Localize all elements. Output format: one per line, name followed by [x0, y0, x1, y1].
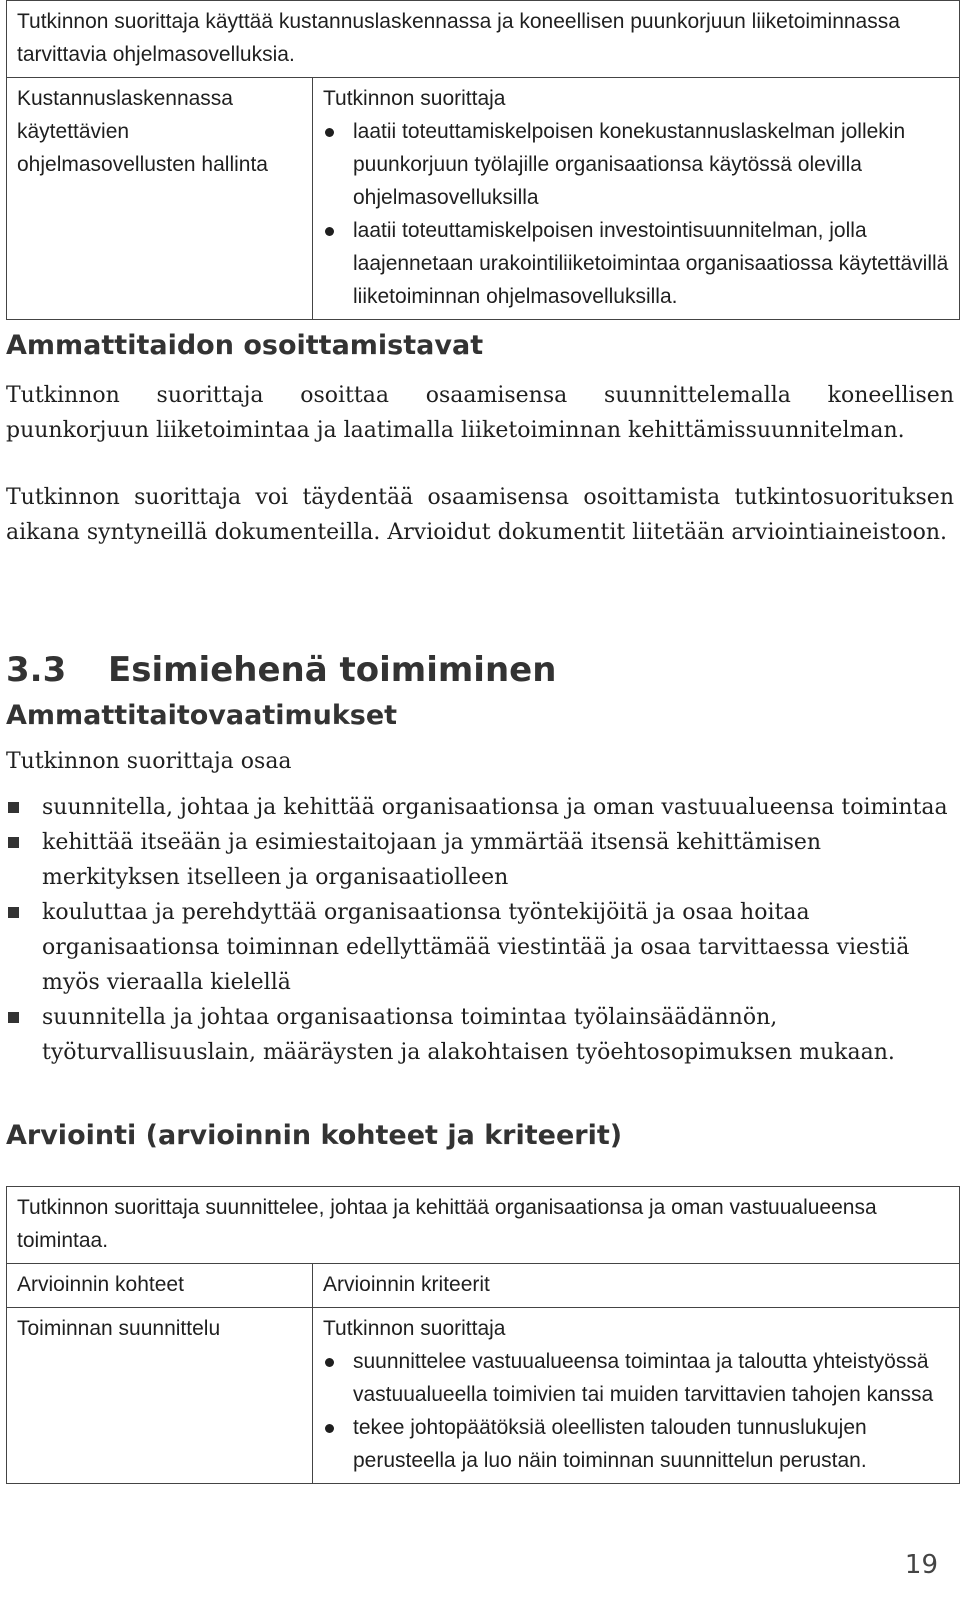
criteria-cell	[313, 1308, 960, 1484]
list-item: suunnitella, johtaa ja kehittää organisaationsa ja oman vastuualueensa toimintaa	[6, 790, 954, 825]
section-name: Esimiehenä toimiminen	[108, 650, 557, 690]
list-item: laatii toteuttamiskelpoisen investointisuunnitelman, jolla laajennetaan urakointiliiketoimintaa organisaatiossa käytettävillä liiketoiminnan ohjelmasovelluksilla.	[323, 214, 949, 313]
page-number: 19	[904, 1550, 938, 1580]
demonstration-paragraph: Tutkinnon suorittaja osoittaa osaamisensa suunnittelemalla koneellisen puunkorjuun liiketoimintaa ja laatimalla liiketoiminnan kehittämissuunnitelman.	[6, 383, 954, 443]
list-item: suunnittelee vastuualueensa toimintaa ja taloutta yhteistyössä vastuualueella toimivien tai muiden tarvittavien tahojen kanssa	[323, 1345, 949, 1411]
evaluation-table	[6, 1186, 960, 1484]
column-header-targets: Arvioinnin kohteet	[7, 1264, 313, 1308]
assessment-target-cell: Kustannuslaskennassa käytettävien ohjelmasovellusten hallinta	[7, 78, 313, 320]
criteria-cell	[313, 78, 960, 320]
competence-table	[6, 0, 960, 320]
criteria-list	[323, 115, 949, 313]
requirements-intro: Tutkinnon suorittaja osaa	[6, 749, 292, 774]
list-item: kehittää itseään ja esimiestaitojaan ja ymmärtää itsensä kehittämisen merkityksen itselleen ja organisaatiolleen	[6, 825, 954, 895]
list-item: tekee johtopäätöksiä oleellisten talouden tunnuslukujen perusteella ja luo näin toiminnan suunnittelun perustan.	[323, 1411, 949, 1477]
table-header-cell: Tutkinnon suorittaja käyttää kustannuslaskennassa ja koneellisen puunkorjuun liiketoiminnassa tarvittavia ohjelmasovelluksia.	[7, 1, 960, 78]
list-item: kouluttaa ja perehdyttää organisaationsa työntekijöitä ja osaa hoitaa organisaationsa toiminnan edellyttämää viestintää ja osaa tarvittaessa viestiä myös vieraalla kielellä	[6, 895, 954, 1000]
column-header-criteria: Arvioinnin kriteerit	[313, 1264, 960, 1308]
demonstration-paragraph: Tutkinnon suorittaja voi täydentää osaamisensa osoittamista tutkintosuorituksen aikana syntyneillä dokumenteilla. Arvioidut dokumentit liitetään arviointiaineistoon.	[6, 485, 954, 545]
requirements-heading: Ammattitaitovaatimukset	[6, 700, 398, 731]
evaluation-heading: Arviointi (arvioinnin kohteet ja kriteerit)	[6, 1120, 623, 1151]
section-title	[6, 650, 556, 690]
requirements-list	[6, 790, 954, 1070]
section-number: 3.3	[6, 650, 67, 690]
assessment-target-cell: Toiminnan suunnittelu	[7, 1308, 313, 1484]
criteria-intro: Tutkinnon suorittaja	[323, 87, 506, 110]
list-item: laatii toteuttamiskelpoisen konekustannuslaskelman jollekin puunkorjuun työlajille organisaationsa käytössä olevilla ohjelmasovelluksilla	[323, 115, 949, 214]
table-header-cell: Tutkinnon suorittaja suunnittelee, johtaa ja kehittää organisaationsa ja oman vastuualueensa toimintaa.	[7, 1187, 960, 1264]
criteria-intro: Tutkinnon suorittaja	[323, 1317, 506, 1340]
criteria-list	[323, 1345, 949, 1477]
demonstration-heading: Ammattitaidon osoittamistavat	[6, 330, 484, 361]
list-item: suunnitella ja johtaa organisaationsa toimintaa työlainsäädännön, työturvallisuuslain, määräysten ja alakohtaisen työehtosopimuksen mukaan.	[6, 1000, 954, 1070]
